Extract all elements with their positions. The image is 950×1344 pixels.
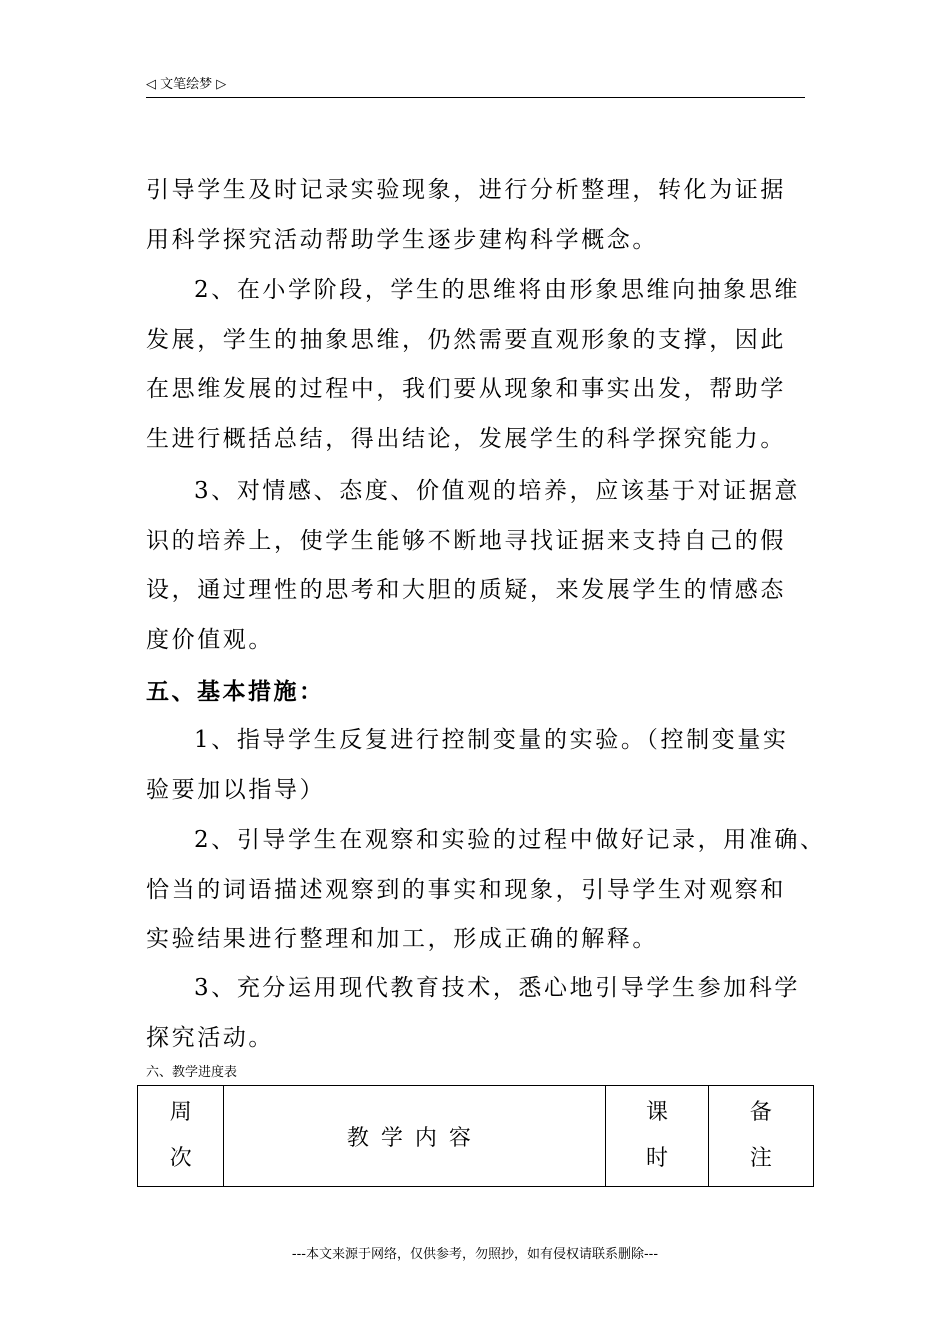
text-line: 在思维发展的过程中，我们要从现象和事实出发，帮助学 [146, 376, 786, 402]
text-line: 探究活动。 [146, 1024, 274, 1051]
text-line: 度价值观。 [146, 626, 274, 653]
header-cell-notes [708, 1086, 813, 1187]
text-line: 恰当的词语描述观察到的事实和现象，引导学生对观察和 [146, 876, 786, 903]
header-label: 教学内容 [346, 1125, 483, 1151]
text-line: 发展，学生的抽象思维，仍然需要直观形象的支撑，因此 [146, 326, 786, 353]
text-line: 验要加以指导） [146, 776, 326, 803]
page-footer: ---本文来源于网络，仅供参考，勿照抄，如有侵权请联系删除--- [291, 1247, 659, 1262]
header-cell-hours [606, 1086, 708, 1187]
table-header-row [138, 1086, 814, 1187]
measure-item-1 [146, 716, 826, 815]
header-cell-content [224, 1086, 606, 1187]
text-line: 实验结果进行整理和加工，形成正确的解释。 [146, 926, 658, 952]
paragraph-item-2 [146, 266, 826, 464]
paragraph-item-3 [146, 467, 826, 665]
measure-item-2 [146, 816, 826, 965]
table-caption: 六、教学进度表 [146, 1065, 238, 1080]
header-char: 注 [749, 1146, 772, 1171]
measure-item-3 [146, 964, 826, 1063]
header-divider [146, 97, 805, 98]
text-line: 3、充分运用现代教育技术，悉心地引导学生参加科学 [194, 975, 801, 1001]
text-line: 2、在小学阶段，学生的思维将由形象思维向抽象思维 [194, 277, 801, 303]
text-line: 1、指导学生反复进行控制变量的实验。（控制变量实 [194, 727, 789, 753]
header-char: 次 [169, 1146, 192, 1171]
header-char: 课 [646, 1100, 669, 1125]
paragraph-continued [146, 166, 826, 265]
section-heading: 五、基本措施： [146, 679, 325, 705]
page-header: ◁ 文笔绘梦 ▷ [146, 77, 227, 92]
header-char: 时 [646, 1146, 669, 1171]
text-line: 引导学生及时记录实验现象，进行分析整理，转化为证据 [146, 177, 786, 203]
header-char: 周 [169, 1100, 192, 1125]
text-line: 3、对情感、态度、价值观的培养，应该基于对证据意 [194, 478, 801, 504]
text-line: 生进行概括总结，得出结论，发展学生的科学探究能力。 [146, 425, 786, 452]
text-line: 识的培养上，使学生能够不断地寻找证据来支持自己的假 [146, 527, 786, 554]
text-line: 用科学探究活动帮助学生逐步建构科学概念。 [146, 226, 658, 253]
text-line: 设，通过理性的思考和大胆的质疑，来发展学生的情感态 [146, 577, 786, 603]
header-char: 备 [749, 1100, 772, 1125]
schedule-table [137, 1085, 814, 1187]
header-cell-week [138, 1086, 224, 1187]
text-line: 2、引导学生在观察和实验的过程中做好记录，用准确、 [194, 827, 826, 853]
